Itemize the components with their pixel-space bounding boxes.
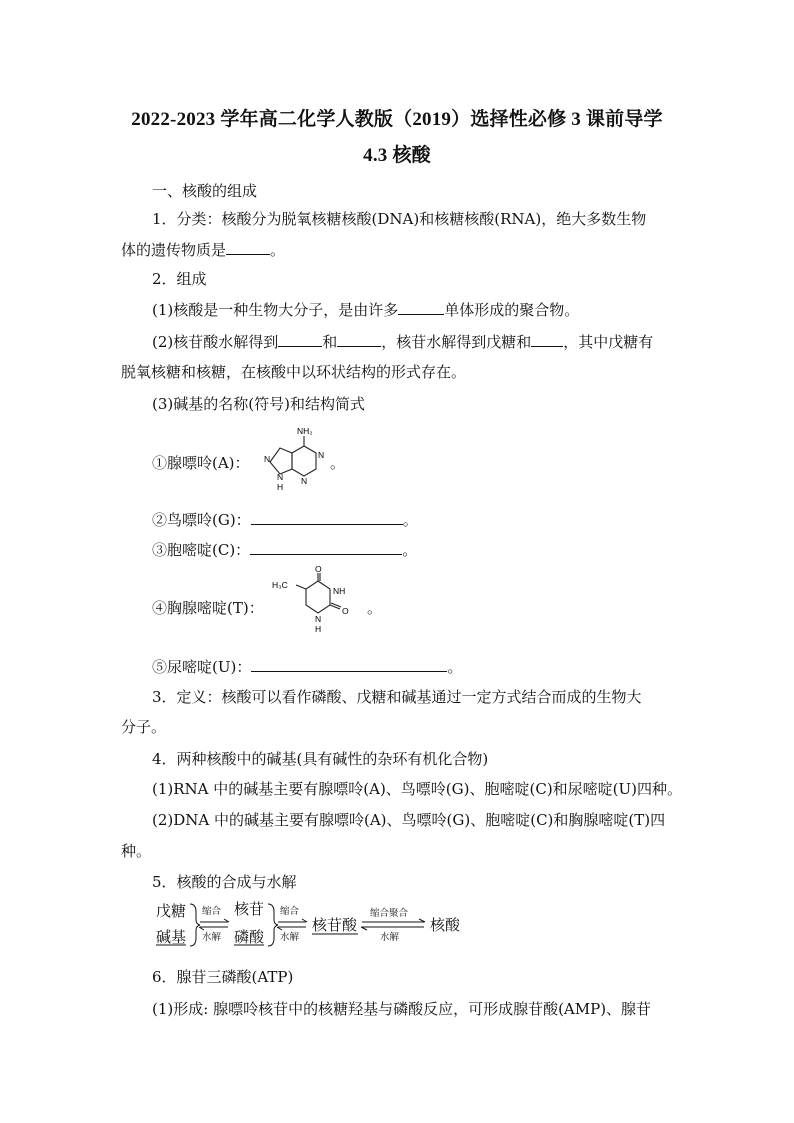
carbonyl-oxygen: O <box>315 564 322 574</box>
answer-blank[interactable] <box>226 238 270 255</box>
scheme-nucleoside: 核苷 <box>234 900 265 918</box>
item-4-heading: 4．两种核酸中的碱基(具有碱性的杂环有机化合物) <box>152 750 489 768</box>
label-condense: 缩合 <box>202 906 222 917</box>
thymine-structure <box>270 563 366 649</box>
scheme-base: 碱基 <box>156 928 187 946</box>
answer-blank[interactable] <box>398 298 444 315</box>
label-hydrolyze: 水解 <box>280 932 300 943</box>
guanine-period: 。 <box>402 511 418 529</box>
base-cytosine-row <box>152 538 417 561</box>
item-4-dna-line-2: 种。 <box>121 842 152 860</box>
cytosine-period: 。 <box>402 541 418 559</box>
item-4-rna: (1)RNA 中的碱基主要有腺嘌呤(A)、鸟嘌呤(G)、胞嘧啶(C)和尿嘧啶(U)四种。 <box>152 780 683 798</box>
ring-nitrogen: N <box>277 472 284 482</box>
item-1-prefix: 体的遗传物质是 <box>121 241 227 259</box>
label-condense: 缩合 <box>280 906 300 917</box>
answer-blank[interactable] <box>337 330 381 347</box>
p2-prefix: (2)核苷酸水解得到 <box>152 333 279 351</box>
adenine-period: 。 <box>330 454 346 472</box>
carbonyl-oxygen: O <box>342 606 349 616</box>
base-uracil-label: ⑤尿嘧啶(U)： <box>152 658 252 676</box>
item-2-p2 <box>152 330 653 353</box>
base-uracil-row <box>152 655 462 678</box>
base-cytosine-label: ③胞嘧啶(C)： <box>152 541 251 559</box>
synthesis-hydrolysis-scheme <box>152 900 472 952</box>
item-2-heading: 2．组成 <box>152 270 207 288</box>
p2-middle: ，核苷水解得到戊糖和 <box>381 333 532 351</box>
ring-nitrogen: N <box>301 476 308 486</box>
item-2-p3-heading: (3)碱基的名称(符号)和结构简式 <box>152 395 365 413</box>
item-1-suffix: 。 <box>270 241 286 259</box>
scheme-nucleotide: 核苷酸 <box>312 916 358 934</box>
answer-blank[interactable] <box>531 330 563 347</box>
p2-suffix: ，其中戊糖有 <box>563 333 654 351</box>
base-guanine-row <box>152 508 418 531</box>
ring-hydrogen: H <box>315 624 322 634</box>
ring-nitrogen: N <box>318 450 325 460</box>
label-hydrolyze: 水解 <box>202 932 222 943</box>
section-heading: 一、核酸的组成 <box>152 182 258 200</box>
adenine-structure <box>256 418 332 500</box>
item-5-heading: 5．核酸的合成与水解 <box>152 873 297 891</box>
answer-blank[interactable] <box>251 655 447 672</box>
item-4-dna-line-1: (2)DNA 中的碱基主要有腺嘌呤(A)、鸟嘌呤(G)、胞嘧啶(C)和胸腺嘧啶(T)四 <box>152 811 666 829</box>
label-hydrolyze: 水解 <box>380 932 400 943</box>
document-title-line-2: 4.3 核酸 <box>363 145 431 166</box>
item-1-line-1: 1．分类：核酸分为脱氧核糖核酸(DNA)和核糖核酸(RNA)，绝大多数生物 <box>152 210 647 228</box>
answer-blank[interactable] <box>250 538 402 555</box>
answer-blank[interactable] <box>251 508 403 525</box>
uracil-period: 。 <box>447 658 463 676</box>
base-guanine-label: ②鸟嘌呤(G)： <box>152 511 251 529</box>
item-1-line-2 <box>121 238 285 261</box>
item-2-p1 <box>152 298 579 321</box>
item-2-p2-line-2: 脱氧核糖和核糖，在核酸中以环状结构的形式存在。 <box>121 363 467 381</box>
scheme-phosphate: 磷酸 <box>234 928 265 946</box>
ring-nitrogen: N <box>264 454 271 464</box>
ring-hydrogen: H <box>277 482 284 492</box>
imide-nh: NH <box>333 586 346 596</box>
base-adenine-label: ①腺嘌呤(A)： <box>152 454 250 472</box>
amine-label: NH₂ <box>297 426 313 436</box>
p1-suffix: 单体形成的聚合物。 <box>444 301 580 319</box>
scheme-pentose: 戊糖 <box>156 902 187 920</box>
label-condense-polymerize: 缩合聚合 <box>370 908 409 919</box>
methyl-label: H₃C <box>272 580 288 590</box>
item-6-p1: (1)形成: 腺嘌呤核苷中的核糖羟基与磷酸反应，可形成腺苷酸(AMP)、腺苷 <box>152 1000 652 1018</box>
document-title-line-1: 2022-2023 学年高二化学人教版（2019）选择性必修 3 课前导学 <box>131 109 663 130</box>
scheme-nucleic-acid: 核酸 <box>430 916 461 934</box>
p1-prefix: (1)核酸是一种生物大分子，是由许多 <box>152 301 399 319</box>
ring-nitrogen: N <box>315 614 322 624</box>
item-3-line-1: 3．定义：核酸可以看作磷酸、戊糖和碱基通过一定方式结合而成的生物大 <box>152 688 642 706</box>
base-thymine-label: ④胸腺嘧啶(T)： <box>152 599 264 617</box>
p2-and: 和 <box>322 333 338 351</box>
answer-blank[interactable] <box>278 330 322 347</box>
item-3-line-2: 分子。 <box>121 718 167 736</box>
item-6-heading: 6．腺苷三磷酸(ATP) <box>152 968 294 986</box>
thymine-period: 。 <box>367 599 383 617</box>
